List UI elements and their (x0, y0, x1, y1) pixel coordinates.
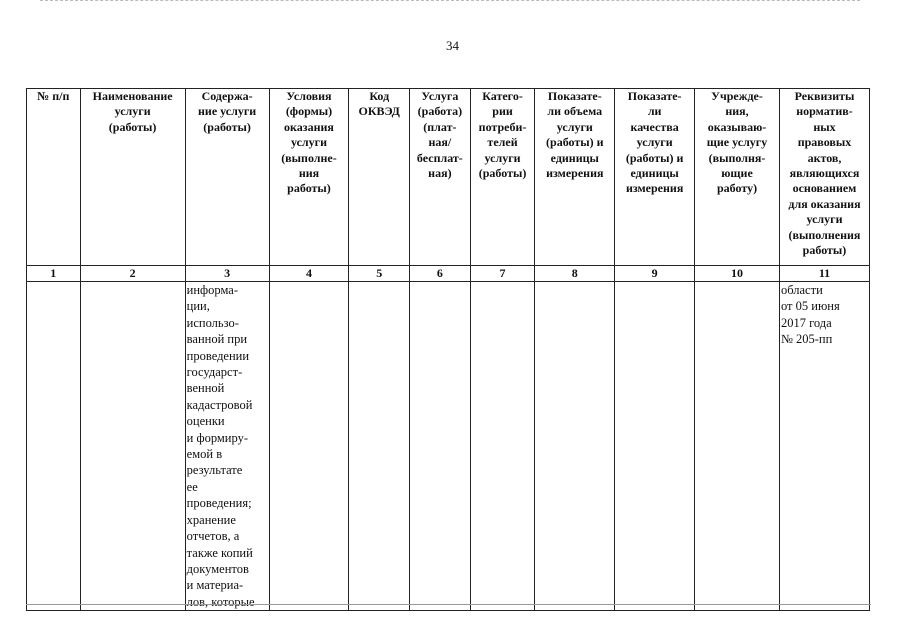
cell-legal-acts: области от 05 июня 2017 года № 205-пп (779, 282, 869, 611)
cell-institutions (695, 282, 780, 611)
cell-okved-code (349, 282, 410, 611)
cell-number (27, 282, 81, 611)
column-number: 6 (410, 266, 471, 282)
cell-service-content: информа- ции, использо- ванной при проведении государст- венной кадастровой оценки и формиру- емой в результате ее проведения; хранение отчетов, а также копий документов и материа- лов, которые (185, 282, 269, 611)
cell-conditions (269, 282, 349, 611)
header-service-content: Содержа- ние услуги (работы) (185, 89, 269, 266)
header-legal-acts: Реквизиты норматив- ных правовых актов, являющихся основанием для оказания услуги (выполнения работы) (779, 89, 869, 266)
cell-volume-indicators (535, 282, 615, 611)
column-number: 8 (535, 266, 615, 282)
header-quality-indicators: Показате- ли качества услуги (работы) и единицы измерения (615, 89, 695, 266)
column-number: 3 (185, 266, 269, 282)
header-paid-free: Услуга (работа) (плат- ная/ бесплат- ная) (410, 89, 471, 266)
header-consumer-categories: Катего- рии потреби- телей услуги (работы) (470, 89, 535, 266)
cell-consumer-categories (470, 282, 535, 611)
cell-service-name (80, 282, 185, 611)
scan-top-edge (40, 0, 860, 2)
header-number: № п/п (27, 89, 81, 266)
column-number: 4 (269, 266, 349, 282)
services-registry-table (26, 88, 870, 611)
column-number-row (27, 266, 870, 282)
header-okved-code: Код ОКВЭД (349, 89, 410, 266)
column-number: 9 (615, 266, 695, 282)
column-number: 10 (695, 266, 780, 282)
column-number: 7 (470, 266, 535, 282)
header-volume-indicators: Показате- ли объема услуги (работы) и единицы измерения (535, 89, 615, 266)
scan-bottom-edge (26, 604, 871, 605)
page-number: 34 (446, 38, 459, 53)
column-number: 2 (80, 266, 185, 282)
header-conditions: Условия (формы) оказания услуги (выполне- ния работы) (269, 89, 349, 266)
table-row (27, 282, 870, 611)
cell-quality-indicators (615, 282, 695, 611)
header-service-name: Наименование услуги (работы) (80, 89, 185, 266)
column-number: 5 (349, 266, 410, 282)
column-number: 11 (779, 266, 869, 282)
header-institutions: Учрежде- ния, оказываю- щие услугу (выполня- ющие работу) (695, 89, 780, 266)
column-number: 1 (27, 266, 81, 282)
cell-paid-free (410, 282, 471, 611)
header-row (27, 89, 870, 266)
